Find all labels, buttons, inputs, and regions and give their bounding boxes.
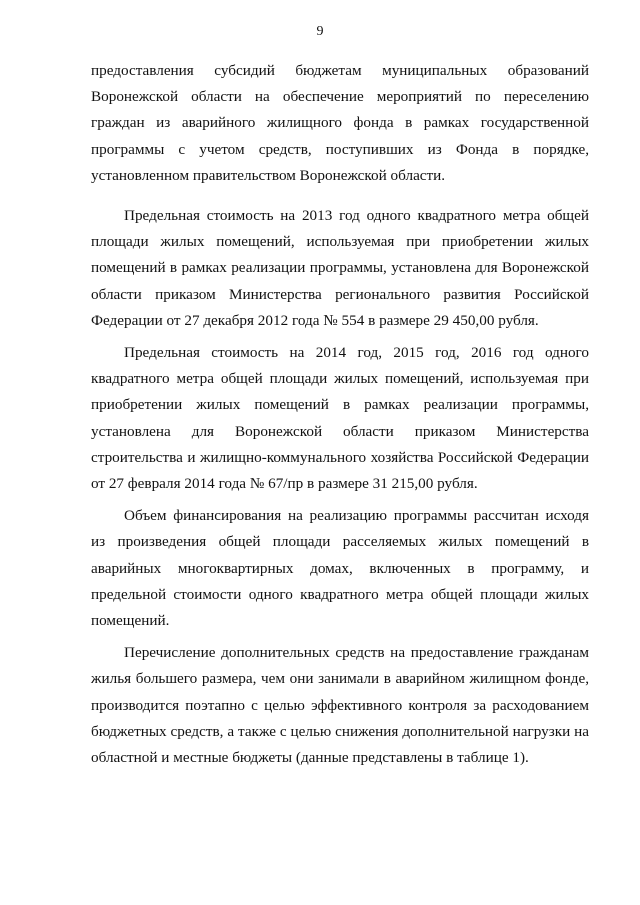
paragraph-price-2013: Предельная стоимость на 2013 год одного квадратного метра общей площади жилых помещений, используемая при приобретении жилых помещений в рамках реализации программы, установлена для Воронежской области приказом Министерства регионального развития Российской Федерации от 27 декабря 2012 года № 554 в размере 29 450,00 рубля.: [91, 207, 589, 329]
document-body: [91, 58, 589, 777]
page-number: 9: [316, 24, 324, 39]
paragraph-continuation: предоставления субсидий бюджетам муниципальных образований Воронежской области на обеспечение мероприятий по переселению граждан из аварийного жилищного фонда в рамках государственной программы с учетом средств, поступивших из Фонда в порядке, установленном правительством Воронежской области.: [91, 62, 589, 184]
paragraph-additional-funds: Перечисление дополнительных средств на предоставление гражданам жилья большего размера, чем они занимали в аварийном жилищном фонде, производится поэтапно с целью эффективного контроля за расходованием бюджетных средств, а также с целью снижения дополнительной нагрузки на областной и местные бюджеты (данные представлены в таблице 1).: [91, 644, 589, 767]
paragraph-price-2014-2016: Предельная стоимость на 2014 год, 2015 год, 2016 год одного квадратного метра общей площади жилых помещений, используемая при приобретении жилых помещений в рамках реализации программы, установлена для Воронежской области приказом Министерства строительства и жилищно-коммунального хозяйства Российской Федерации от 27 февраля 2014 года № 67/пр в размере 31 215,00 рубля.: [91, 344, 589, 493]
paragraph-financing-volume: Объем финансирования на реализацию программы рассчитан исходя из произведения общей площади расселяемых жилых помещений в аварийных многоквартирных домах, включенных в программу, и предельной стоимости одного квадратного метра общей площади жилых помещений.: [91, 507, 589, 630]
